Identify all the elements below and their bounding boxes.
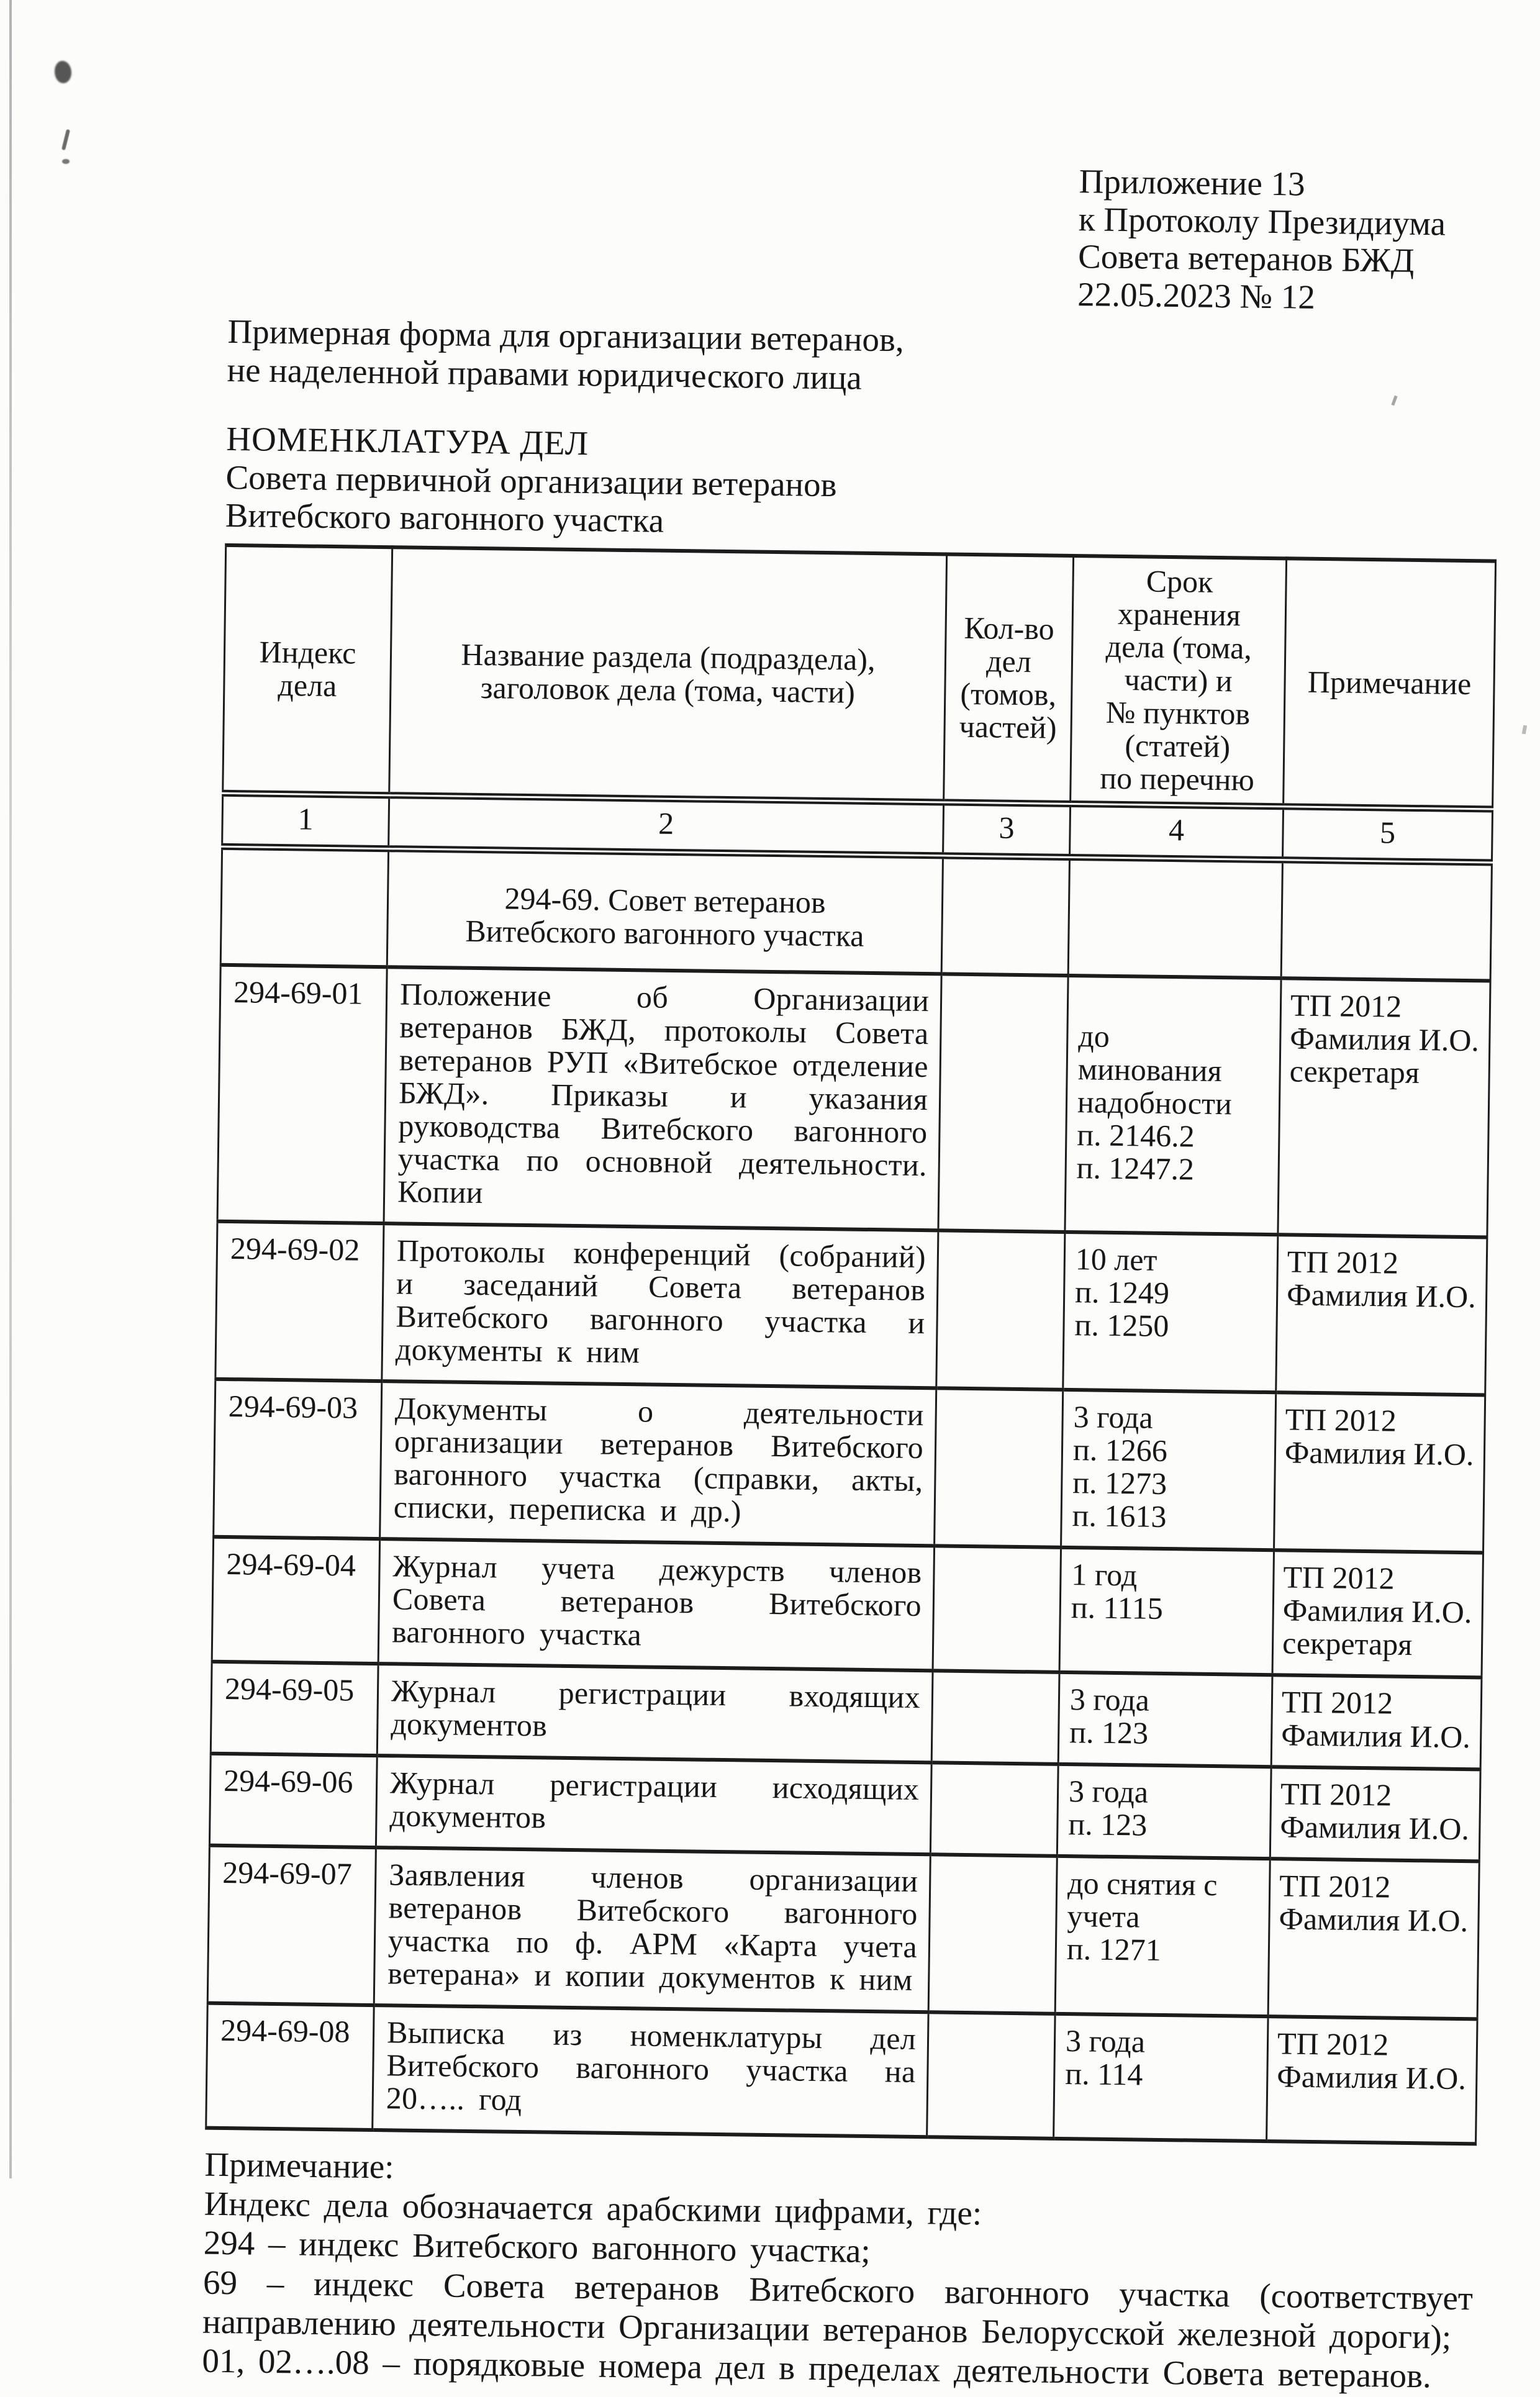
case-note: ТП 2012 Фамилия И.О. секретаря [1278,978,1490,1237]
case-term: 3 года п. 1266 п. 1273 п. 1613 [1061,1390,1276,1550]
footnote-line: 01, 02….08 – порядковые номера дел в пределах деятельности Совета ветеранов. [202,2341,1432,2395]
case-title: Положение об Организации ветеранов БЖД, протоколы Совета ветеранов РУП «Витебское отделение БЖД». Приказы и указания руководства Витебского вагонного участка по основной деятельности. Копии [384,967,941,1230]
case-note: ТП 2012 Фамилия И.О. [1268,1859,1479,2019]
appendix-line: 22.05.2023 № 12 [1077,274,1316,316]
case-index: 294-69-08 [206,2003,374,2130]
section-heading-row [220,846,1492,981]
case-note: ТП 2012 Фамилия И.О. [1267,2016,1477,2144]
case-count [938,974,1068,1232]
case-note: ТП 2012 Фамилия И.О. [1270,1767,1480,1861]
case-term: 3 года п. 123 [1057,1764,1271,1859]
page-content [202,1,1502,2396]
case-term: 3 года п. 123 [1058,1672,1272,1767]
form-purpose-line: Примерная форма для организации ветеранов, [227,312,905,359]
page-subtitle: Совета первичной организации ветеранов [225,458,837,504]
appendix-line: Приложение 13 [1079,162,1306,203]
column-header-term: Срок хранения дела (тома, части) и № пунктов (статей) по перечню [1071,556,1287,807]
page-title: НОМЕНКЛАТУРА ДЕЛ [225,420,589,463]
case-title: Журнал регистрации входящих документов [377,1664,933,1762]
case-count [935,1388,1063,1547]
footnotes-block [202,2145,1475,2396]
case-note: ТП 2012 Фамилия И.О. секретаря [1272,1550,1483,1677]
case-index: 294-69-05 [211,1662,378,1756]
form-purpose-block [227,312,1497,405]
case-note: ТП 2012 Фамилия И.О. [1274,1392,1485,1552]
nomenclature-table [205,543,1497,2146]
case-term: 10 лет п. 1249 п. 1250 [1063,1232,1278,1392]
case-title: Журнал регистрации исходящих документов [376,1756,931,1854]
table-row [209,1754,1480,1862]
table-row [214,1379,1485,1553]
appendix-line: Совета ветеранов БЖД [1077,237,1415,279]
case-count [936,1230,1065,1390]
case-index: 294-69-01 [217,965,387,1223]
table-row [217,965,1490,1238]
column-header-count: Кол-во дел (томов, частей) [944,554,1074,804]
case-count [930,1762,1058,1856]
column-number: 5 [1282,807,1492,863]
case-term: 3 года п. 114 [1054,2014,1268,2141]
appendix-line: к Протоколу Президиума [1078,199,1446,243]
footnote-heading: Примечание: [204,2145,394,2186]
empty-cell [220,846,388,967]
case-index: 294-69-04 [212,1537,380,1664]
column-number: 3 [943,802,1071,858]
case-note: ТП 2012 Фамилия И.О. [1271,1675,1482,1769]
form-purpose-line: не наделенной правами юридического лица [227,350,863,397]
appendix-block [1077,163,1500,318]
case-term: до минования надобности п. 2146.2 п. 1247.2 [1065,976,1281,1235]
case-index: 294-69-06 [209,1754,377,1847]
footnote-line: 294 – индекс Витебского вагонного участка; [203,2224,871,2270]
page-subtitle: Витебского вагонного участка [225,496,664,540]
column-number: 2 [389,795,944,856]
empty-cell [1068,857,1282,978]
table-row [207,1846,1479,2019]
case-count [933,1546,1061,1672]
case-index: 294-69-07 [207,1846,376,2005]
table-header-row [223,545,1496,809]
case-term: до снятия с учета п. 1271 [1055,1856,1270,2016]
case-title: Выписка из номенклатуры дел Витебского вагонного участка на 20….. год [373,2005,928,2137]
column-number: 1 [222,793,389,848]
case-index: 294-69-02 [215,1221,384,1381]
case-title: Протоколы конференций (собраний) и заседаний Совета ветеранов Витебского вагонного участка и документы к ним [382,1223,938,1388]
case-title: Заявления членов организации ветеранов Витебского вагонного участка по ф. АРМ «Карта учета ветерана» и копии документов к ним [374,1847,930,2012]
section-heading: 294-69. Совет ветеранов Витебского вагонного участка [387,849,943,974]
case-count [928,1854,1057,2014]
column-header-title: Название раздела (подраздела), заголовок дела (тома, части) [389,547,947,802]
case-count [931,1670,1059,1764]
case-term: 1 год п. 1115 [1059,1547,1274,1675]
case-index: 294-69-03 [214,1379,382,1539]
case-note: ТП 2012 Фамилия И.О. [1276,1235,1487,1395]
column-header-note: Примечание [1284,558,1496,809]
footnote-line: Индекс дела обозначается арабскими цифрами, где: [204,2184,982,2232]
table-row [215,1221,1487,1395]
table-row [212,1537,1483,1678]
case-count [927,2012,1056,2139]
column-number: 4 [1070,804,1284,859]
column-header-index: Индекс дела [223,545,392,795]
footnote-line: 69 – индекс Совета ветеранов Витебского вагонного участка (соответствует направлению деятельности Организации ветеранов Белорусской железной дороги); [202,2263,1474,2356]
empty-cell [941,856,1069,976]
empty-cell [1281,860,1492,981]
case-title: Журнал учета дежурств членов Совета ветеранов Витебского вагонного участка [378,1539,934,1670]
table-row [206,2003,1477,2144]
document-title-block [225,420,1496,550]
table-row [211,1662,1482,1770]
case-title: Документы о деятельности организации ветеранов Витебского вагонного участка (справки, акты, списки, переписка и др.) [380,1381,936,1546]
